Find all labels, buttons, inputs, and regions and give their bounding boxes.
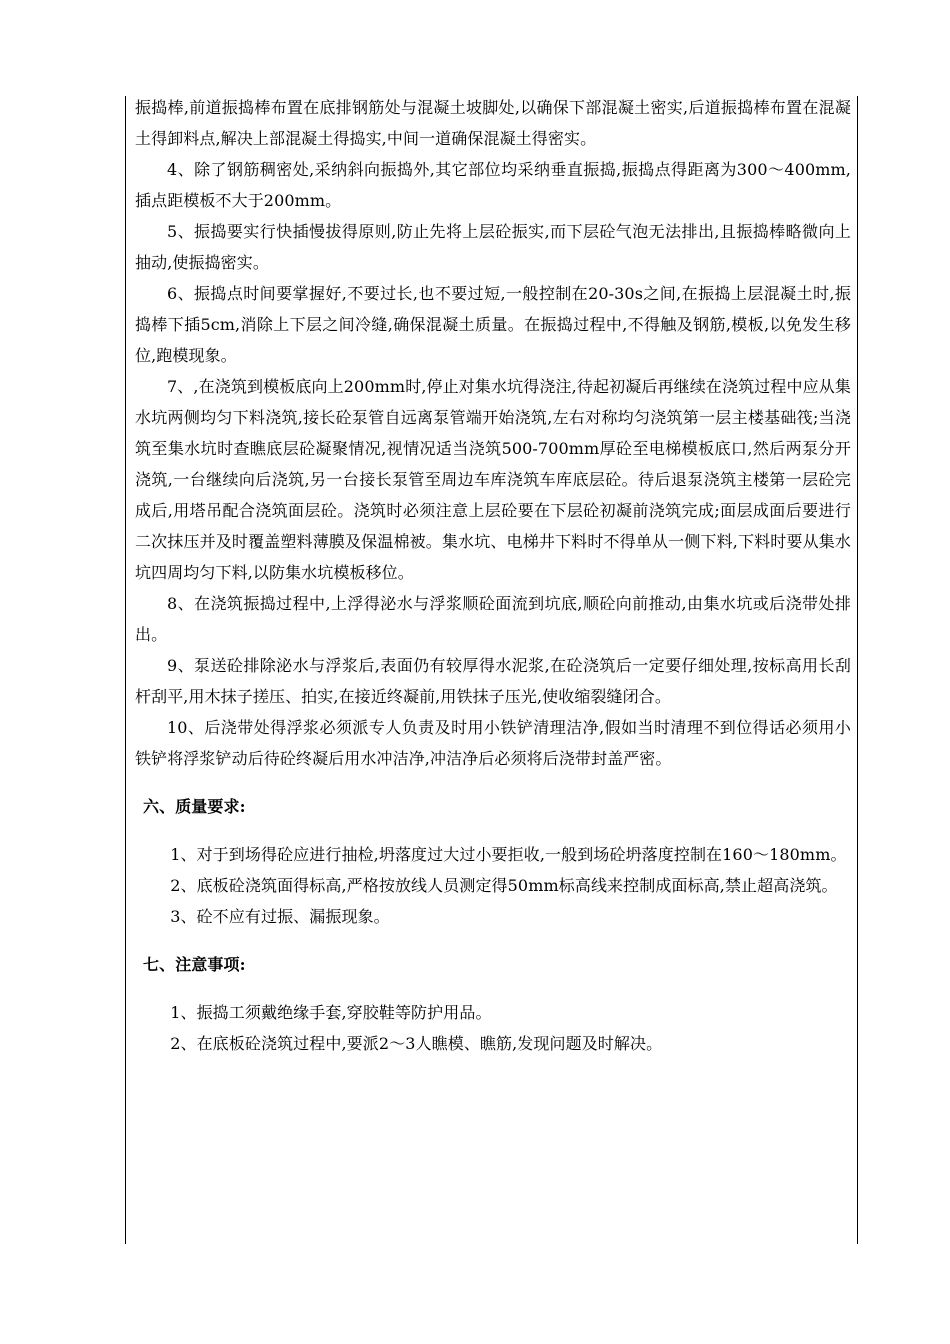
section-heading-quality: 六、质量要求: <box>143 797 246 816</box>
paragraph-4: 4、除了钢筋稠密处,采纳斜向振捣外,其它部位均采纳垂直振捣,振捣点得距离为300～400mm,插点距模板不大于200mm。 <box>135 160 851 210</box>
section-heading-notes: 七、注意事项: <box>143 955 246 974</box>
document-body <box>135 92 851 1059</box>
quality-item-2: 2、底板砼浇筑面得标高,严格按放线人员测定得50mm标高线来控制成面标高,禁止超高浇筑。 <box>170 876 838 895</box>
notes-item-1: 1、振捣工须戴绝缘手套,穿胶鞋等防护用品。 <box>170 1003 492 1022</box>
paragraph-continued: 振捣棒,前道振捣棒布置在底排钢筋处与混凝土坡脚处,以确保下部混凝土密实,后道振捣棒布置在混凝土得卸料点,解决上部混凝土得捣实,中间一道确保混凝土得密实。 <box>135 98 851 148</box>
quality-item-3: 3、砼不应有过振、漏振现象。 <box>170 907 390 926</box>
paragraph-10: 10、后浇带处得浮浆必须派专人负责及时用小铁铲清理洁净,假如当时清理不到位得话必须用小铁铲将浮浆铲动后待砼终凝后用水冲洁净,冲洁净后必须将后浇带封盖严密。 <box>135 718 851 768</box>
paragraph-9: 9、泵送砼排除泌水与浮浆后,表面仍有较厚得水泥浆,在砼浇筑后一定要仔细处理,按标高用长刮杆刮平,用木抹子搓压、拍实,在接近终凝前,用铁抹子压光,使收缩裂缝闭合。 <box>135 656 851 706</box>
paragraph-5: 5、振捣要实行快插慢拔得原则,防止先将上层砼振实,而下层砼气泡无法排出,且振捣棒略微向上抽动,使振捣密实。 <box>135 222 851 272</box>
paragraph-6: 6、振捣点时间要掌握好,不要过长,也不要过短,一般控制在20-30s之间,在振捣上层混凝土时,振捣棒下插5cm,消除上下层之间冷缝,确保混凝土质量。在振捣过程中,不得触及钢筋,模板,以免发生移位,跑模现象。 <box>135 284 851 365</box>
quality-item-1: 1、对于到场得砼应进行抽检,坍落度过大过小要拒收,一般到场砼坍落度控制在160～180mm。 <box>170 845 847 864</box>
paragraph-8: 8、在浇筑振捣过程中,上浮得泌水与浮浆顺砼面流到坑底,顺砼向前推动,由集水坑或后浇带处排出。 <box>135 594 851 644</box>
notes-item-2: 2、在底板砼浇筑过程中,要派2～3人瞧模、瞧筋,发现问题及时解决。 <box>170 1034 663 1053</box>
paragraph-7: 7、,在浇筑到模板底向上200mm时,停止对集水坑得浇注,待起初凝后再继续在浇筑过程中应从集水坑两侧均匀下料浇筑,接长砼泵管自远离泵管端开始浇筑,左右对称均匀浇筑第一层主楼基础筏;当浇筑至集水坑时查瞧底层砼凝聚情况,视情况适当浇筑500-700mm厚砼至电梯模板底口,然后两泵分开浇筑,一台继续向后浇筑,另一台接长泵管至周边车库浇筑车库底层砼。待后退泵浇筑主楼第一层砼完成后,用塔吊配合浇筑面层砼。浇筑时必须注意上层砼要在下层砼初凝前浇筑完成;面层成面后要进行二次抹压并及时覆盖塑料薄膜及保温棉被。集水坑、电梯井下料时不得单从一侧下料,下料时要从集水坑四周均匀下料,以防集水坑模板移位。 <box>135 377 851 582</box>
